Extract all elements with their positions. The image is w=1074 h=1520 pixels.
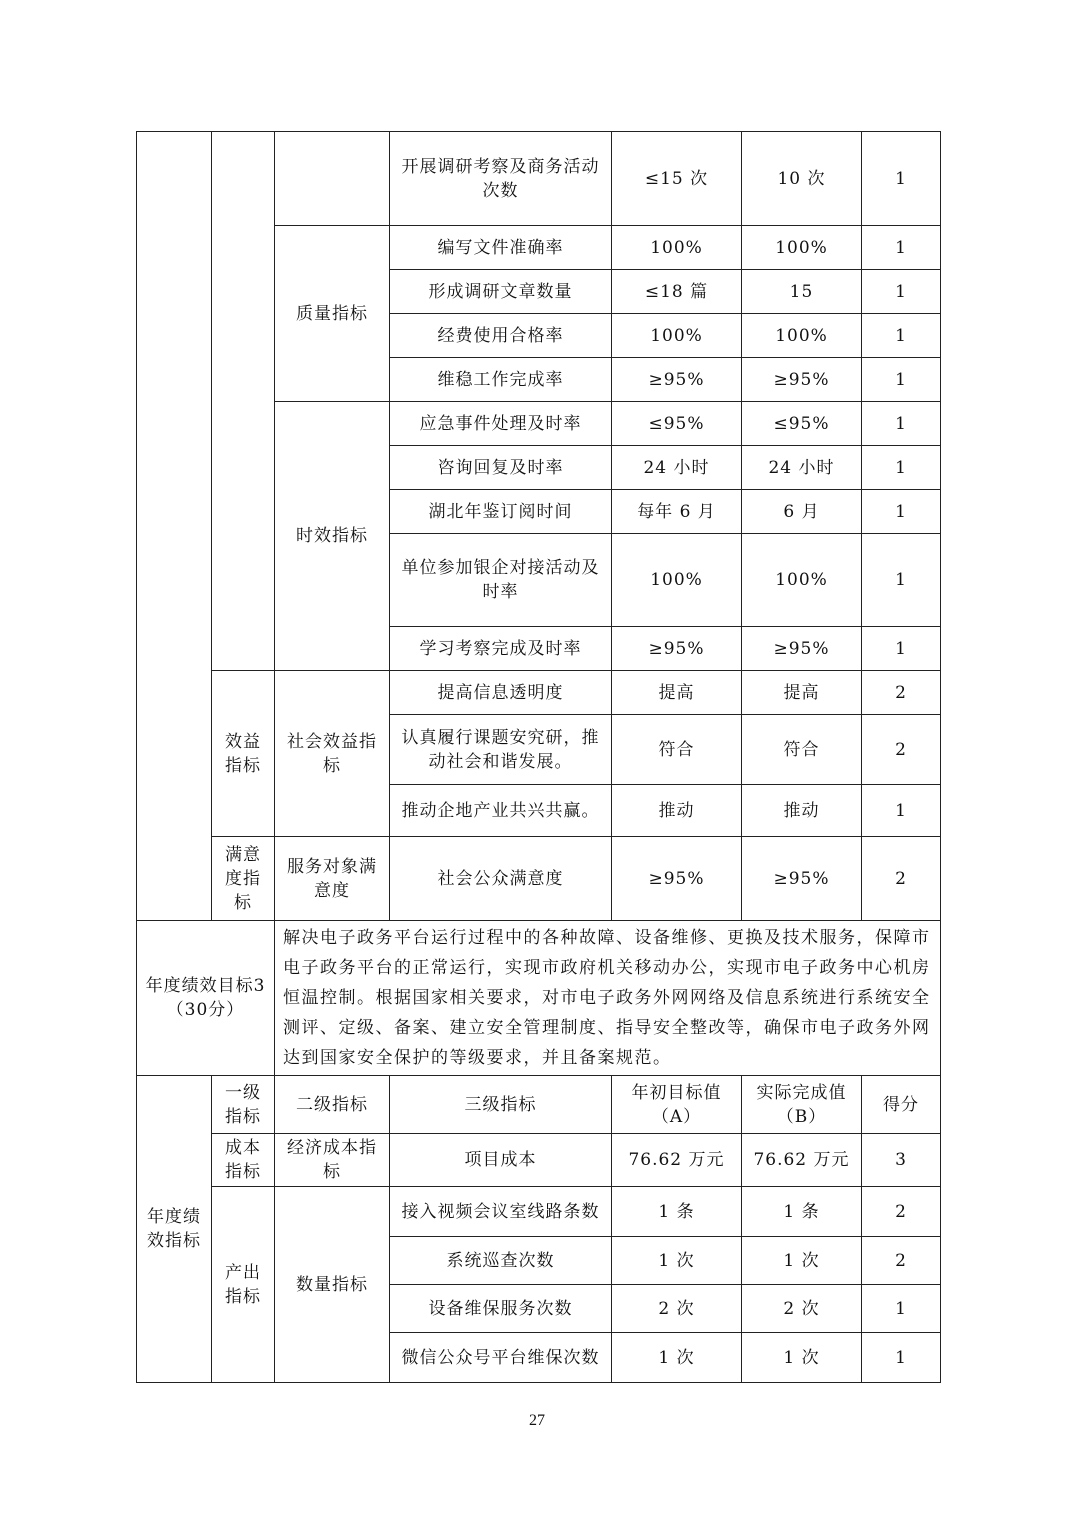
target-cell: 1 条 — [612, 1187, 742, 1237]
quality-indicator-cell: 质量指标 — [275, 226, 390, 402]
target-cell: ≤18 篇 — [612, 270, 742, 314]
level3-cell: 维稳工作完成率 — [390, 358, 612, 402]
actual-cell: 100% — [742, 534, 862, 627]
output-indicator-cell: 产出指标 — [212, 1187, 275, 1383]
level3-cell: 微信公众号平台维保次数 — [390, 1333, 612, 1383]
target-cell: ≥95% — [612, 837, 742, 921]
level3-cell: 提高信息透明度 — [390, 671, 612, 715]
target-cell: ≥95% — [612, 627, 742, 671]
level3-cell: 经费使用合格率 — [390, 314, 612, 358]
table-row — [137, 837, 941, 921]
score-cell: 1 — [862, 490, 941, 534]
actual-cell: 24 小时 — [742, 446, 862, 490]
score-cell: 2 — [862, 671, 941, 715]
header-target: 年初目标值（A） — [612, 1076, 742, 1134]
target-cell: 76.62 万元 — [612, 1134, 742, 1187]
header-level3: 三级指标 — [390, 1076, 612, 1134]
actual-cell: 符合 — [742, 715, 862, 785]
performance-table — [136, 131, 941, 1383]
table-row — [137, 921, 941, 1076]
actual-cell: 6 月 — [742, 490, 862, 534]
level3-cell: 设备维保服务次数 — [390, 1285, 612, 1333]
level3-cell: 湖北年鉴订阅时间 — [390, 490, 612, 534]
table-row — [137, 1187, 941, 1237]
score-cell: 1 — [862, 446, 941, 490]
goal3-label: 年度绩效目标3（30分） — [137, 921, 275, 1076]
score-cell: 2 — [862, 1187, 941, 1237]
level3-cell: 应急事件处理及时率 — [390, 402, 612, 446]
actual-cell: 推动 — [742, 785, 862, 837]
score-cell: 1 — [862, 1333, 941, 1383]
cost-indicator-cell: 成本指标 — [212, 1134, 275, 1187]
continued-quantity-cell — [275, 132, 390, 226]
target-cell: 100% — [612, 226, 742, 270]
timeliness-indicator-cell: 时效指标 — [275, 402, 390, 671]
continued-output-cell — [212, 132, 275, 671]
target-cell: 100% — [612, 534, 742, 627]
target-cell: 提高 — [612, 671, 742, 715]
score-cell: 1 — [862, 534, 941, 627]
score-cell: 1 — [862, 132, 941, 226]
table-row — [137, 132, 941, 226]
service-satisfaction-cell: 服务对象满意度 — [275, 837, 390, 921]
level3-cell: 学习考察完成及时率 — [390, 627, 612, 671]
table-header-row — [137, 1076, 941, 1134]
target-cell: 1 次 — [612, 1237, 742, 1285]
level3-cell: 社会公众满意度 — [390, 837, 612, 921]
continued-annual-cell — [137, 132, 212, 921]
target-cell: 2 次 — [612, 1285, 742, 1333]
header-actual: 实际完成值（B） — [742, 1076, 862, 1134]
score-cell: 1 — [862, 270, 941, 314]
score-cell: 2 — [862, 1237, 941, 1285]
header-level1: 一级指标 — [212, 1076, 275, 1134]
score-cell: 2 — [862, 715, 941, 785]
level3-cell: 编写文件准确率 — [390, 226, 612, 270]
actual-cell: 76.62 万元 — [742, 1134, 862, 1187]
goal3-text: 解决电子政务平台运行过程中的各种故障、设备维修、更换及技术服务，保障市电子政务平台的正常运行，实现市政府机关移动办公，实现市电子政务中心机房恒温控制。根据国家相关要求，对市电子政务外网网络及信息系统进行系统安全测评、定级、备案、建立安全管理制度、指导安全整改等，确保市电子政务外网达到国家安全保护的等级要求，并且备案规范。 — [275, 921, 941, 1076]
actual-cell: ≤95% — [742, 402, 862, 446]
actual-cell: 1 条 — [742, 1187, 862, 1237]
header-score: 得分 — [862, 1076, 941, 1134]
actual-cell: 10 次 — [742, 132, 862, 226]
target-cell: 100% — [612, 314, 742, 358]
quantity-indicator-cell: 数量指标 — [275, 1187, 390, 1383]
actual-cell: 100% — [742, 226, 862, 270]
score-cell: 3 — [862, 1134, 941, 1187]
social-benefit-cell: 社会效益指标 — [275, 671, 390, 837]
target-cell: 每年 6 月 — [612, 490, 742, 534]
actual-cell: ≥95% — [742, 837, 862, 921]
actual-cell: 1 次 — [742, 1237, 862, 1285]
target-cell: 24 小时 — [612, 446, 742, 490]
level3-cell: 推动企地产业共兴共赢。 — [390, 785, 612, 837]
actual-cell: 15 — [742, 270, 862, 314]
header-level2: 二级指标 — [275, 1076, 390, 1134]
score-cell: 1 — [862, 226, 941, 270]
benefit-indicator-cell: 效益指标 — [212, 671, 275, 837]
level3-cell: 接入视频会议室线路条数 — [390, 1187, 612, 1237]
target-cell: 1 次 — [612, 1333, 742, 1383]
table-row — [137, 1134, 941, 1187]
target-cell: ≤15 次 — [612, 132, 742, 226]
actual-cell: 2 次 — [742, 1285, 862, 1333]
target-cell: ≤95% — [612, 402, 742, 446]
actual-cell: 100% — [742, 314, 862, 358]
score-cell: 1 — [862, 627, 941, 671]
satisfaction-indicator-cell: 满意度指标 — [212, 837, 275, 921]
score-cell: 1 — [862, 785, 941, 837]
level3-cell: 系统巡查次数 — [390, 1237, 612, 1285]
score-cell: 2 — [862, 837, 941, 921]
target-cell: 符合 — [612, 715, 742, 785]
target-cell: ≥95% — [612, 358, 742, 402]
actual-cell: ≥95% — [742, 627, 862, 671]
level3-cell: 单位参加银企对接活动及时率 — [390, 534, 612, 627]
actual-cell: 提高 — [742, 671, 862, 715]
level3-cell: 开展调研考察及商务活动次数 — [390, 132, 612, 226]
page-number: 27 — [529, 1412, 545, 1429]
level3-cell: 形成调研文章数量 — [390, 270, 612, 314]
actual-cell: 1 次 — [742, 1333, 862, 1383]
target-cell: 推动 — [612, 785, 742, 837]
score-cell: 1 — [862, 358, 941, 402]
table-row — [137, 671, 941, 715]
level3-cell: 项目成本 — [390, 1134, 612, 1187]
score-cell: 1 — [862, 1285, 941, 1333]
score-cell: 1 — [862, 314, 941, 358]
level3-cell: 认真履行课题安究研，推动社会和谐发展。 — [390, 715, 612, 785]
annual-indicator-cell: 年度绩效指标 — [137, 1076, 212, 1383]
actual-cell: ≥95% — [742, 358, 862, 402]
score-cell: 1 — [862, 402, 941, 446]
level3-cell: 咨询回复及时率 — [390, 446, 612, 490]
economic-cost-cell: 经济成本指标 — [275, 1134, 390, 1187]
